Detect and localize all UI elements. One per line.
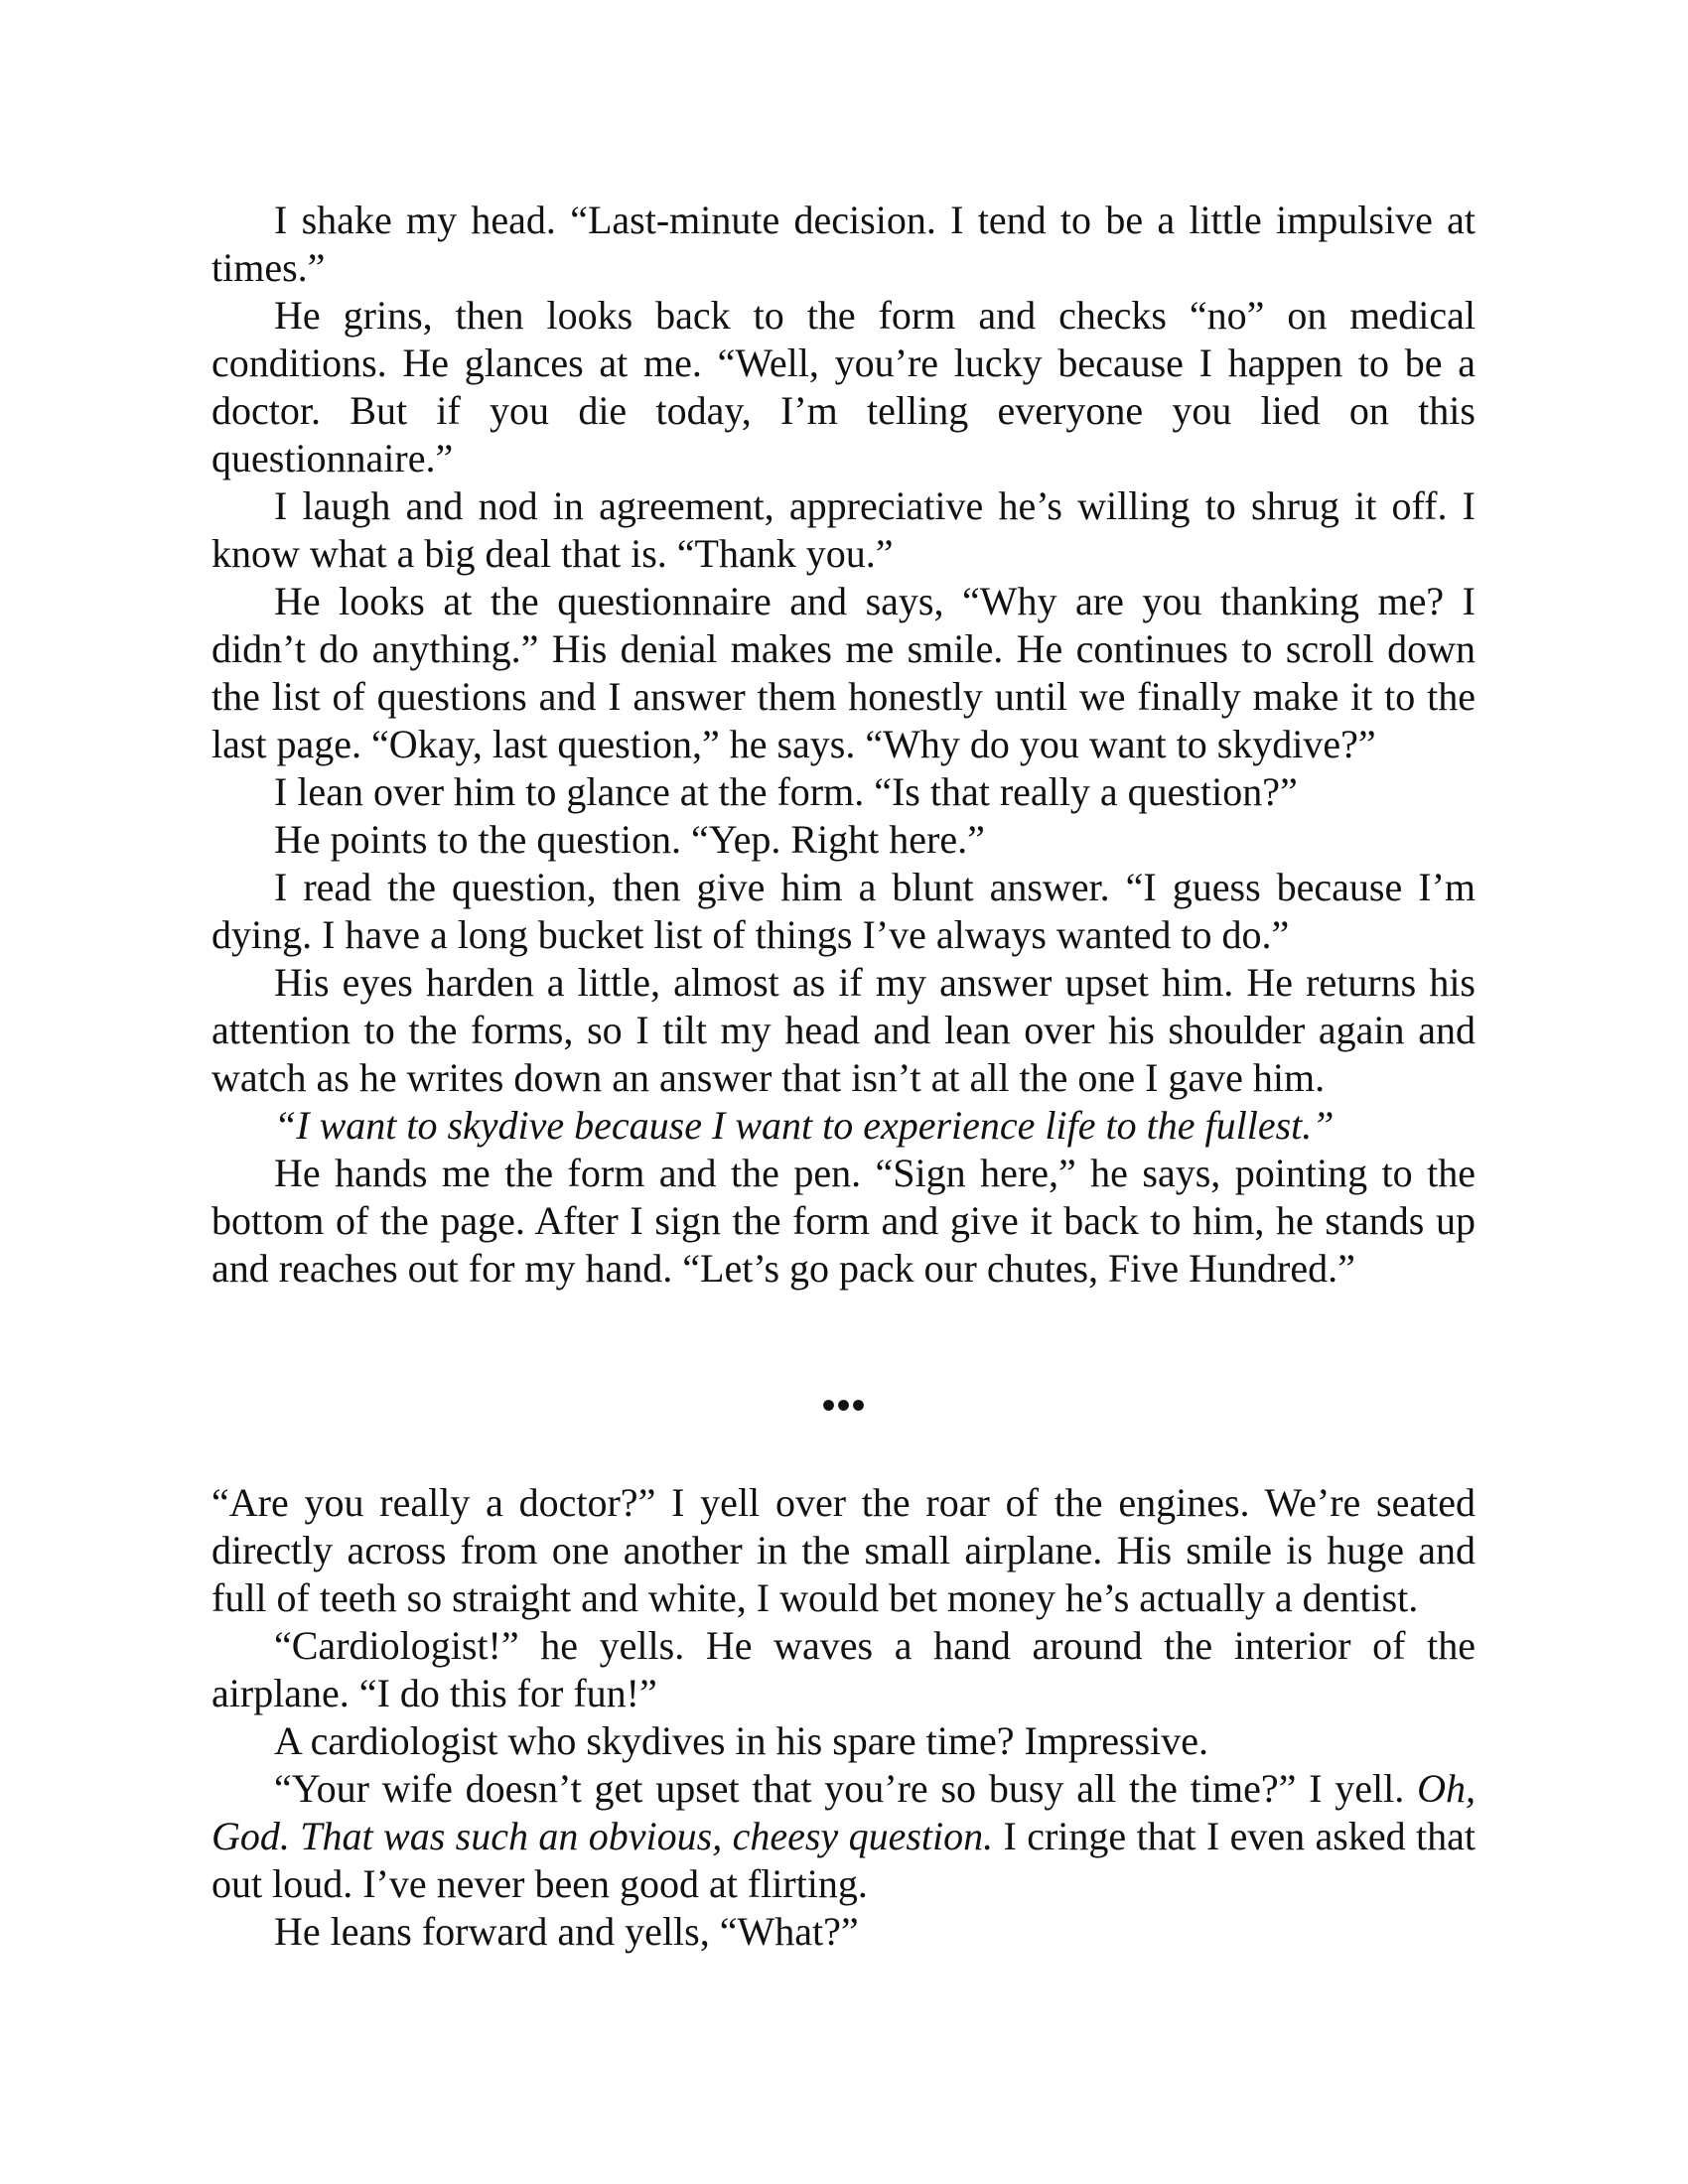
section-two: [211, 1479, 1476, 1956]
paragraph: He looks at the questionnaire and says, “Why are you thanking me? I didn’t do anything.” His denial makes me smile. He continues to scroll down the list of questions and I answer them honestly until we finally make it to the last page. “Okay, last question,” he says. “Why do you want to skydive?”: [211, 579, 1476, 766]
section-one: [211, 197, 1476, 1293]
paragraph: “Are you really a doctor?” I yell over the roar of the engines. We’re seated directly across from one another in the small airplane. His smile is huge and full of teeth so straight and white, I would bet money he’s actually a dentist.: [211, 1480, 1476, 1620]
paragraph: [211, 1765, 1476, 1908]
paragraph: He leans forward and yells, “What?”: [274, 1909, 859, 1954]
paragraph-text: “Your wife doesn’t get upset that you’re so busy all the time?” I yell.: [274, 1766, 1418, 1811]
paragraph: I read the question, then give him a blunt answer. “I guess because I’m dying. I have a long bucket list of things I’ve always wanted to do.”: [211, 865, 1476, 957]
paragraph: His eyes harden a little, almost as if my answer upset him. He returns his attention to the forms, so I tilt my head and lean over his shoulder again and watch as he writes down an answer that isn’t at all the one I gave him.: [211, 960, 1476, 1100]
paragraph: I laugh and nod in agreement, appreciative he’s willing to shrug it off. I know what a big deal that is. “Thank you.”: [211, 483, 1476, 576]
paragraph-text: I cringe that I even asked that out loud. I’ve never been good at flirting.: [211, 1814, 1477, 1906]
paragraph: He grins, then looks back to the form and checks “no” on medical conditions. He glances at me. “Well, you’re lucky because I happen to be a doctor. But if you die today, I’m telling everyone you lied on this questionnaire.”: [211, 293, 1476, 480]
paragraph: A cardiologist who skydives in his spare time? Impressive.: [274, 1718, 1208, 1763]
italic-thought: Oh, God. That was such an obvious, cheesy question.: [211, 1766, 1476, 1858]
italic-paragraph: “I want to skydive because I want to experience life to the fullest.”: [274, 1103, 1335, 1148]
paragraph: I shake my head. “Last-minute decision. I tend to be a little impulsive at times.”: [211, 198, 1476, 290]
paragraph: I lean over him to glance at the form. “Is that really a question?”: [274, 769, 1298, 814]
scene-break: •••: [821, 1383, 867, 1428]
paragraph: He hands me the form and the pen. “Sign here,” he says, pointing to the bottom of the page. After I sign the form and give it back to him, he stands up and reaches out for my hand. “Let’s go pack our chutes, Five Hundred.”: [211, 1151, 1476, 1291]
paragraph: He points to the question. “Yep. Right here.”: [274, 817, 985, 862]
paragraph: “Cardiologist!” he yells. He waves a hand around the interior of the airplane. “I do this for fun!”: [211, 1623, 1476, 1715]
